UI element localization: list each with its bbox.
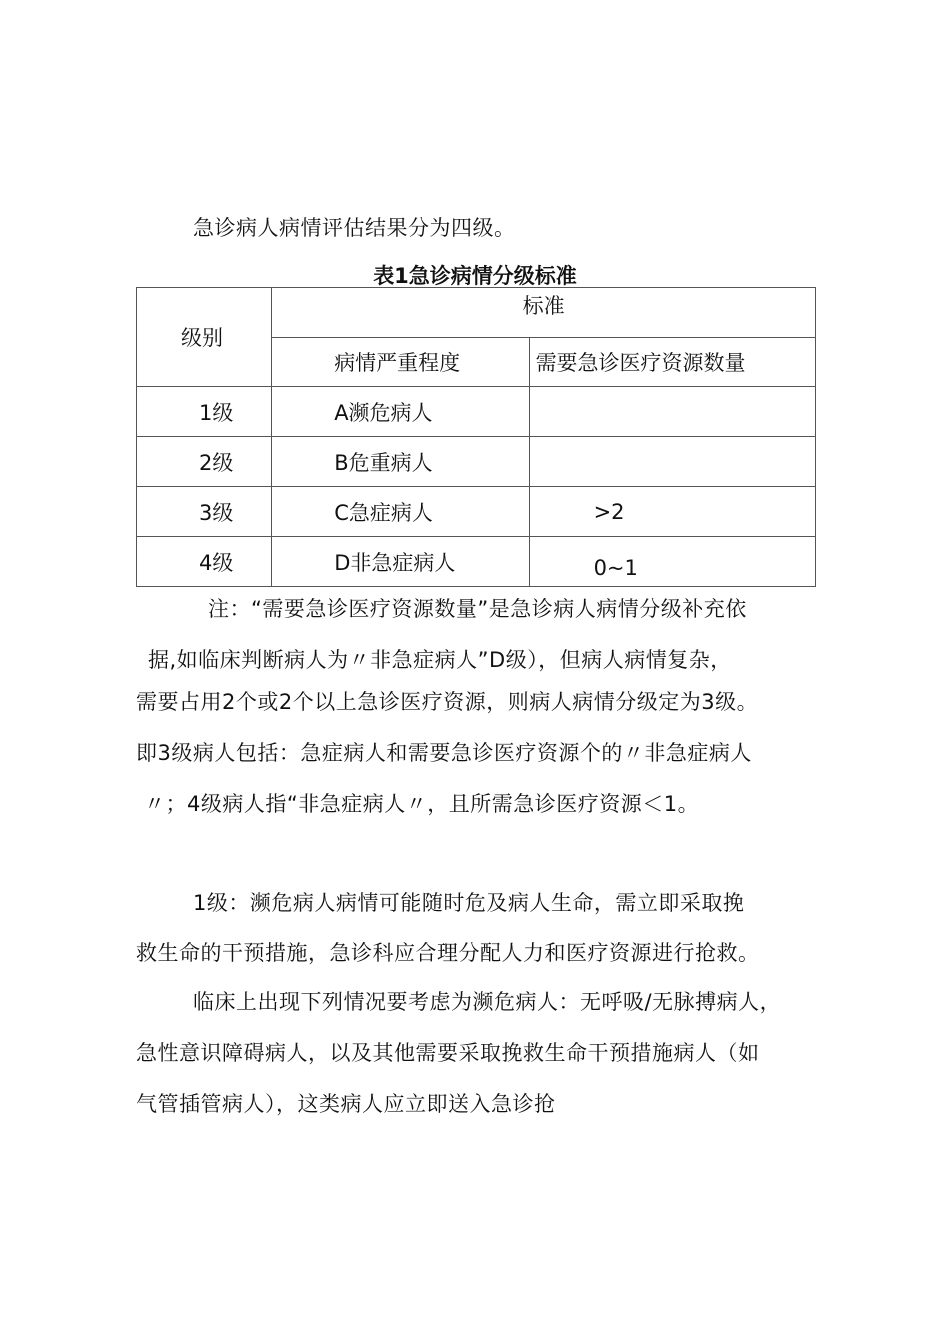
level-cell: 1级 — [137, 387, 272, 437]
level-cell: 2级 — [137, 437, 272, 487]
clinical-line: 急性意识障碍病人，以及其他需要采取挽救生命干预措施病人（如 — [136, 1041, 760, 1065]
note-line: 据,如临床判断病人为〃非急症病人”D级），但病人病情复杂， — [148, 648, 732, 672]
header-severity: 病情严重程度 — [272, 338, 529, 387]
resources-cell: >2 — [529, 487, 815, 537]
clinical-line: 临床上出现下列情况要考虑为濒危病人：无呼吸/无脉搏病人， — [193, 990, 782, 1014]
level-cell: 3级 — [137, 487, 272, 537]
table-row — [137, 387, 816, 437]
table-caption: 表1急诊病情分级标准 — [373, 264, 577, 288]
level1-line: 救生命的干预措施，急诊科应合理分配人力和医疗资源进行抢救。 — [136, 941, 760, 965]
clinical-line: 气管插管病人），这类病人应立即送入急诊抢 — [136, 1092, 556, 1116]
level-cell: 4级 — [137, 537, 272, 587]
severity-cell: B危重病人 — [272, 437, 529, 487]
resources-cell — [529, 437, 815, 487]
resources-cell — [529, 387, 815, 437]
note-line: 需要占用2个或2个以上急诊医疗资源，则病人病情分级定为3级。 — [136, 690, 759, 714]
resources-value: 0~1 — [593, 555, 638, 580]
grading-table — [136, 287, 816, 587]
severity-cell: C急症病人 — [272, 487, 529, 537]
table-row — [137, 487, 816, 537]
resources-cell — [529, 537, 815, 587]
intro-text: 急诊病人病情评估结果分为四级。 — [193, 216, 516, 240]
note-line: 注：“需要急诊医疗资源数量”是急诊病人病情分级补充依 — [208, 597, 747, 621]
header-standard: 标准 — [272, 288, 816, 338]
table-row — [137, 537, 816, 587]
note-line: 〃；4级病人指“非急症病人〃，且所需急诊医疗资源＜1。 — [144, 792, 700, 816]
severity-cell: D非急症病人 — [272, 537, 529, 587]
header-level: 级别 — [137, 288, 272, 387]
header-resources: 需要急诊医疗资源数量 — [529, 338, 815, 387]
note-line: 即3级病人包括：急症病人和需要急诊医疗资源个的〃非急症病人 — [136, 741, 752, 765]
level1-line: 1级：濒危病人病情可能随时危及病人生命，需立即采取挽 — [193, 891, 745, 915]
severity-cell: A濒危病人 — [272, 387, 529, 437]
table-row — [137, 437, 816, 487]
